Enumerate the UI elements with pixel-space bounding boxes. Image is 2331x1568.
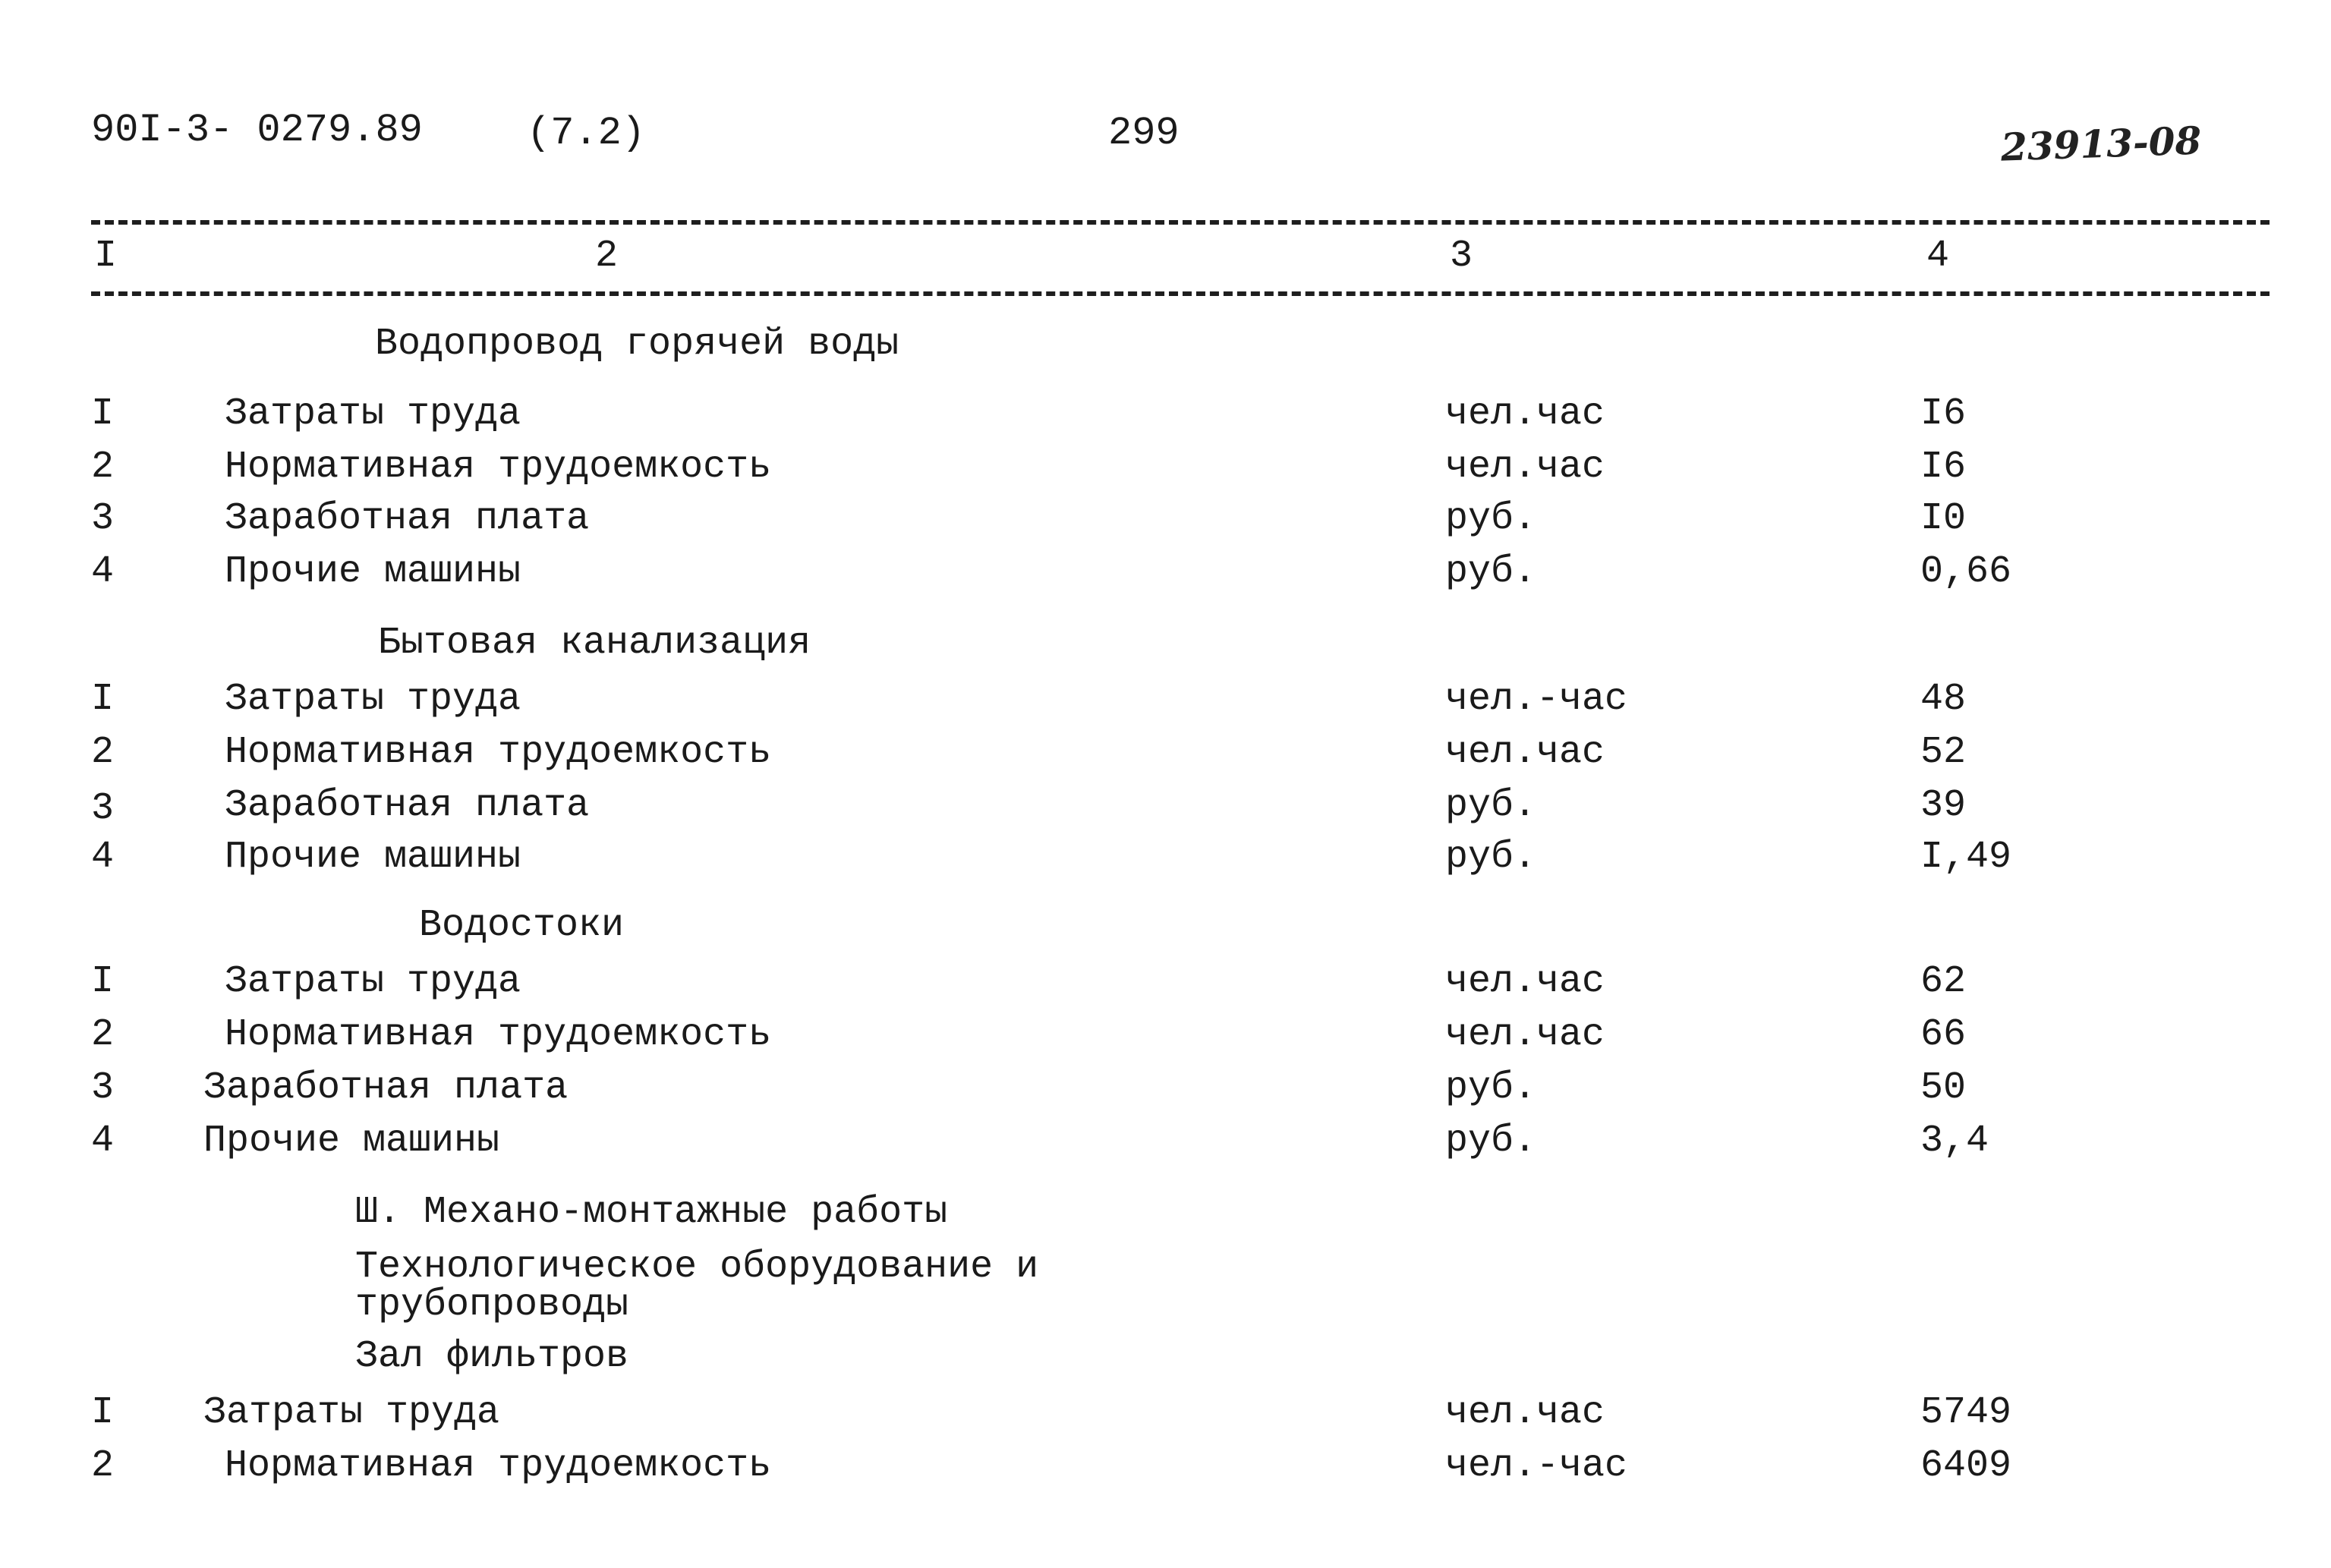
row-name: Прочие машины <box>225 550 521 594</box>
row-value: 62 <box>1920 960 1967 1003</box>
row-value: 48 <box>1920 678 1967 721</box>
row-value: 5749 <box>1920 1391 2012 1434</box>
section-title: Водопровод горячей воды <box>375 323 899 366</box>
row-unit: руб. <box>1445 497 1537 540</box>
row-unit: чел.час <box>1445 446 1605 489</box>
column-header-2: 2 <box>595 235 619 278</box>
row-unit: руб. <box>1445 550 1537 594</box>
row-unit: чел.час <box>1445 1013 1605 1056</box>
row-number: 3 <box>91 787 115 830</box>
row-number: 2 <box>91 731 115 774</box>
page-number: 299 <box>1108 111 1180 156</box>
row-name: Затраты труда <box>225 960 521 1003</box>
section-subtitle: Технологическое оборудование и <box>355 1245 1039 1289</box>
top-dashed-rule <box>91 220 2270 225</box>
row-unit: руб. <box>1445 1066 1537 1110</box>
row-value: I0 <box>1920 497 1967 540</box>
row-unit: чел.-час <box>1445 678 1628 721</box>
row-number: I <box>91 392 115 436</box>
row-number: 4 <box>91 1119 115 1163</box>
section-title: Бытовая канализация <box>378 622 811 665</box>
row-value: I6 <box>1920 392 1967 436</box>
row-value: 50 <box>1920 1066 1967 1110</box>
row-name: Прочие машины <box>203 1119 500 1163</box>
row-name: Нормативная трудоемкость <box>225 1013 772 1056</box>
row-name: Затраты труда <box>225 678 521 721</box>
row-name: Заработная плата <box>225 784 590 827</box>
section-subtitle: трубопроводы <box>355 1283 629 1327</box>
column-header-4: 4 <box>1926 235 1950 278</box>
row-name: Затраты труда <box>225 392 521 436</box>
doc-code: 90I-3- 0279.89 <box>91 108 423 153</box>
row-unit: чел.-час <box>1445 1444 1628 1488</box>
row-name: Затраты труда <box>203 1391 500 1434</box>
row-number: 4 <box>91 550 115 594</box>
row-number: 2 <box>91 1444 115 1488</box>
row-number: 4 <box>91 836 115 879</box>
row-number: I <box>91 960 115 1003</box>
row-name: Заработная плата <box>225 497 590 540</box>
row-unit: чел.час <box>1445 731 1605 774</box>
row-name: Нормативная трудоемкость <box>225 731 772 774</box>
handwritten-note: 23913-08 <box>2000 118 2203 170</box>
row-unit: руб. <box>1445 784 1537 827</box>
row-value: I6 <box>1920 446 1967 489</box>
row-number: 2 <box>91 1013 115 1056</box>
row-value: I,49 <box>1920 836 2012 879</box>
column-header-1: I <box>94 235 118 278</box>
row-value: 0,66 <box>1920 550 2012 594</box>
row-name: Нормативная трудоемкость <box>225 446 772 489</box>
section-title: Ш. Механо-монтажные работы <box>355 1191 948 1234</box>
row-unit: чел.час <box>1445 1391 1605 1434</box>
row-value: 6409 <box>1920 1444 2012 1488</box>
row-name: Прочие машины <box>225 836 521 879</box>
row-number: 3 <box>91 1066 115 1110</box>
section-subtitle: Зал фильтров <box>355 1335 629 1378</box>
section-title: Водостоки <box>419 904 625 947</box>
row-unit: руб. <box>1445 1119 1537 1163</box>
row-unit: чел.час <box>1445 392 1605 436</box>
row-number: I <box>91 1391 115 1434</box>
row-number: 2 <box>91 446 115 489</box>
row-name: Нормативная трудоемкость <box>225 1444 772 1488</box>
row-number: 3 <box>91 497 115 540</box>
header-bottom-dashed-rule <box>91 291 2270 296</box>
row-name: Заработная плата <box>203 1066 569 1110</box>
row-value: 39 <box>1920 784 1967 827</box>
row-value: 52 <box>1920 731 1967 774</box>
row-value: 66 <box>1920 1013 1967 1056</box>
row-value: 3,4 <box>1920 1119 1989 1163</box>
row-number: I <box>91 678 115 721</box>
column-header-3: 3 <box>1450 235 1473 278</box>
section-number: (7.2) <box>527 111 646 156</box>
row-unit: руб. <box>1445 836 1537 879</box>
row-unit: чел.час <box>1445 960 1605 1003</box>
